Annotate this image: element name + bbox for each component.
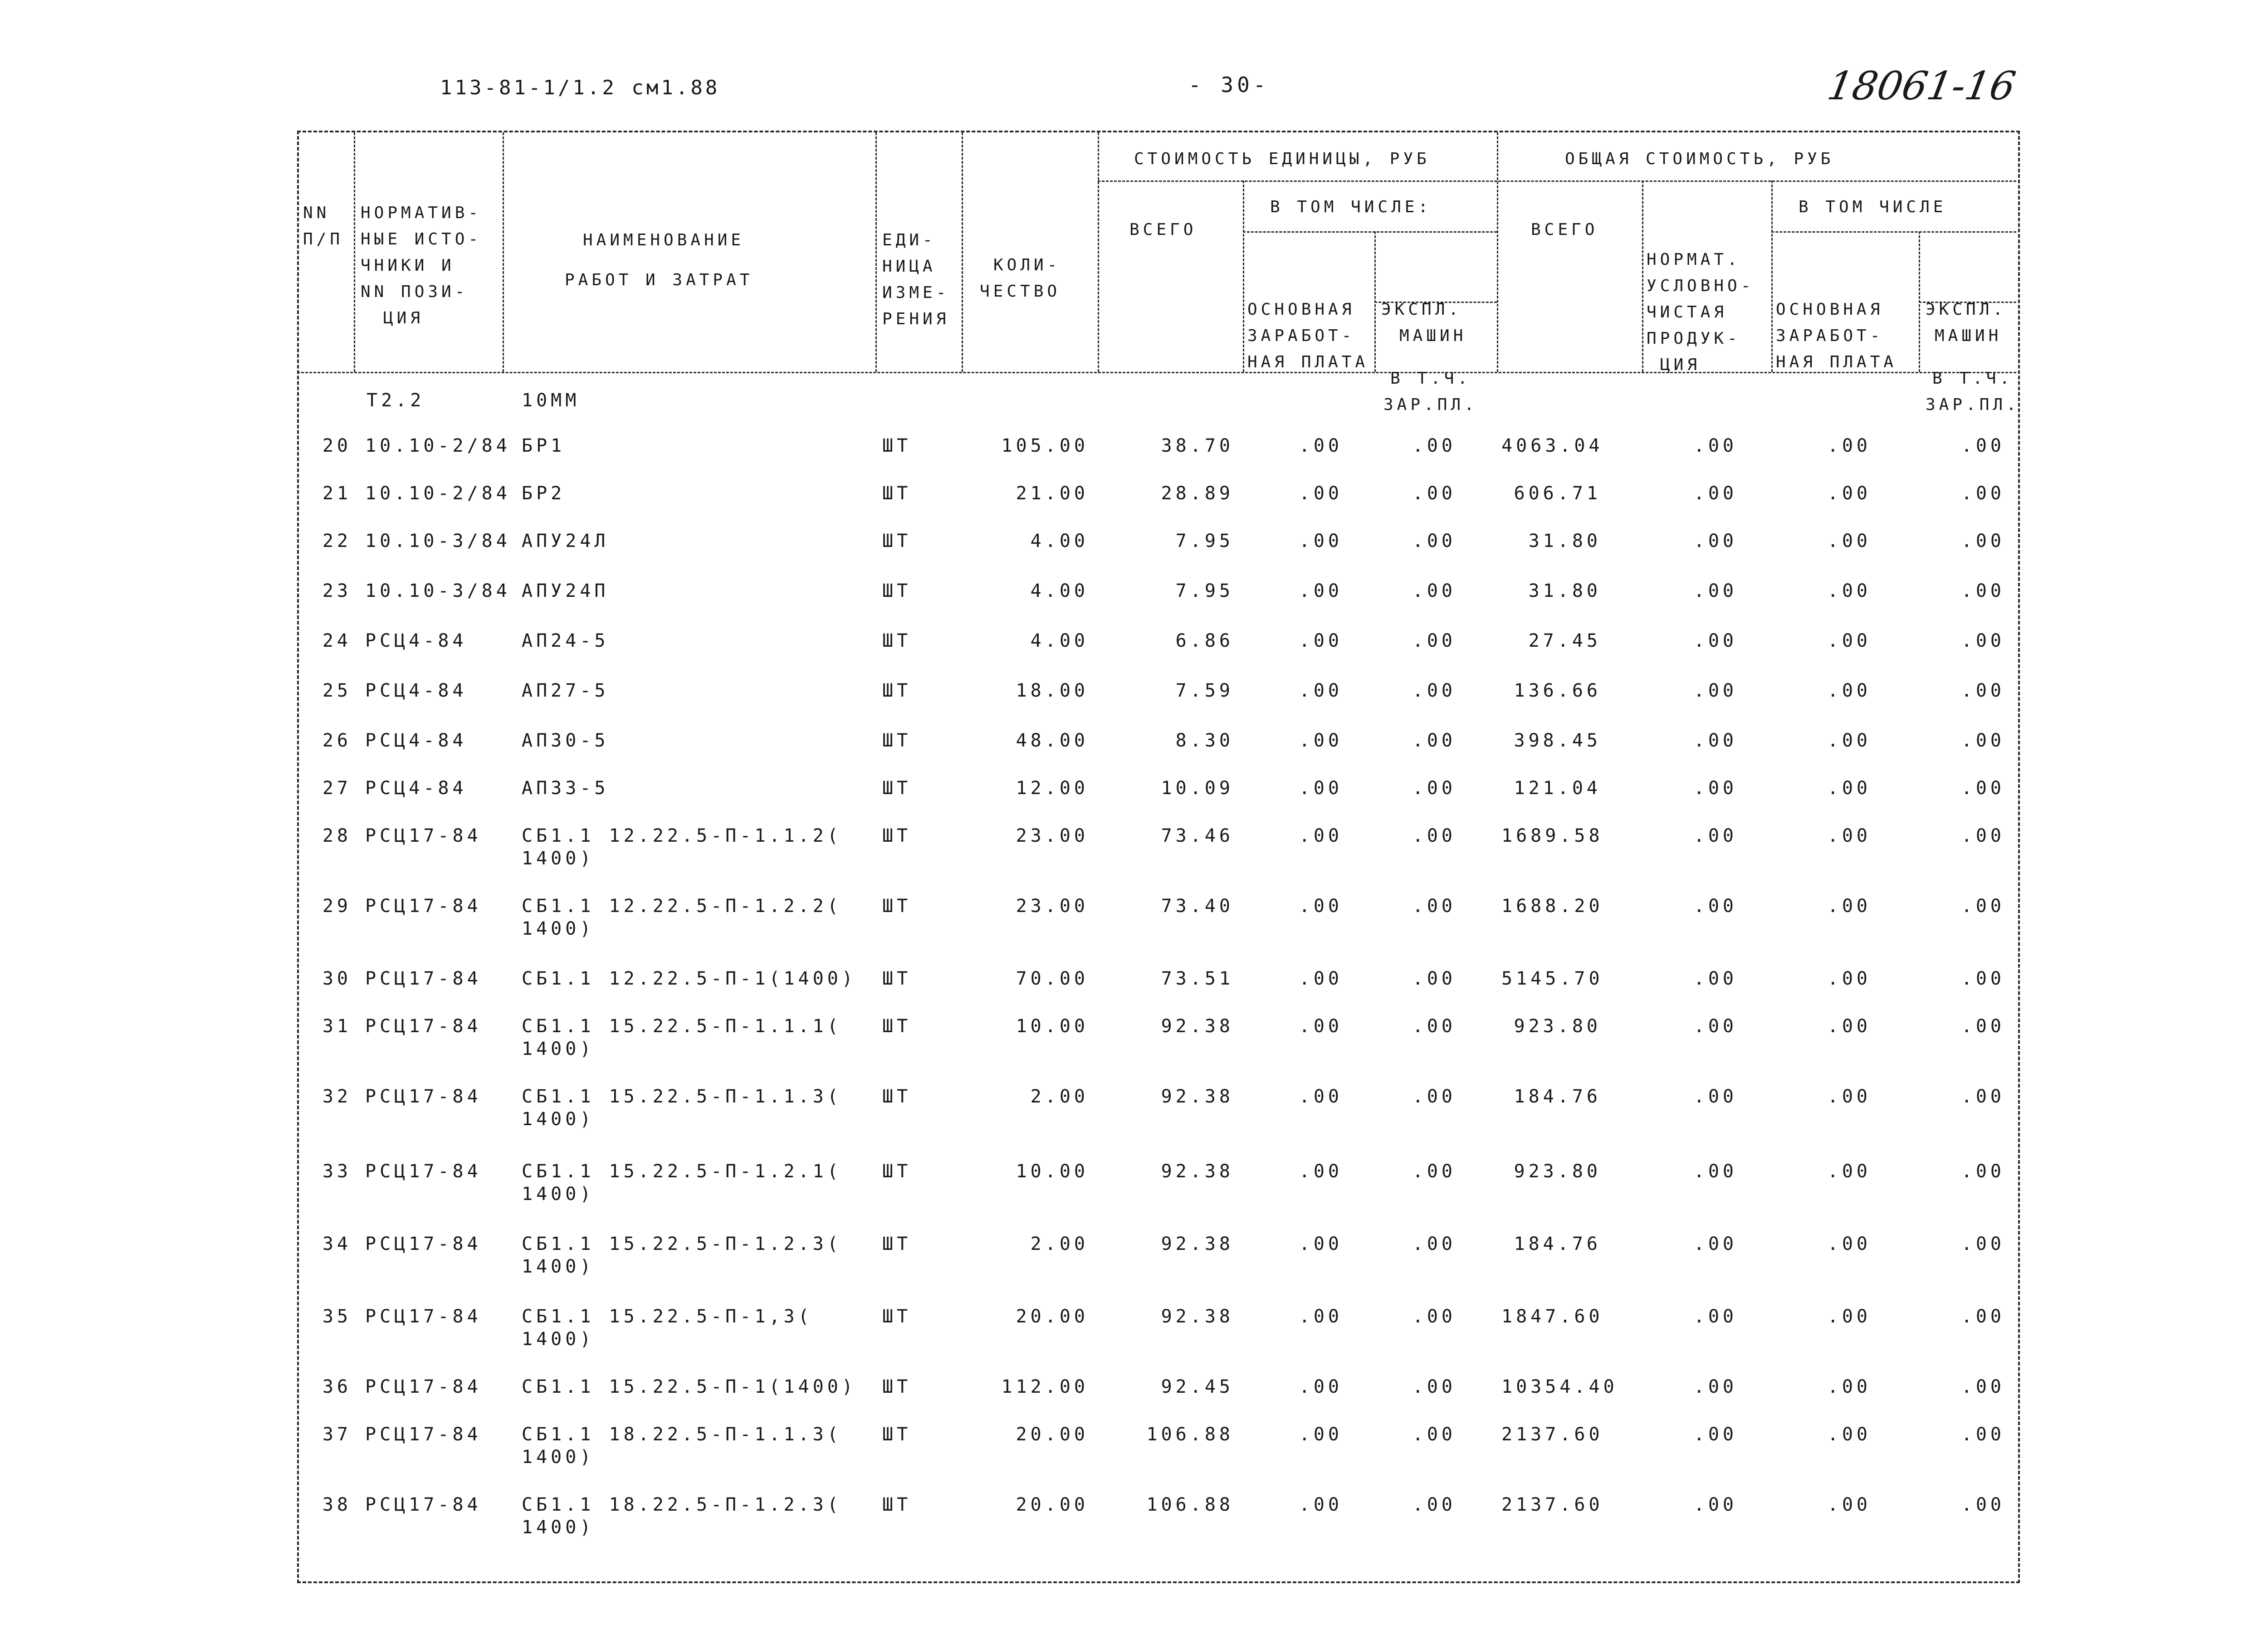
row-net-product: .00: [1693, 1016, 1737, 1037]
header-unit-incl-wage: В Т.Ч. ЗАР.ПЛ.: [1383, 369, 1478, 414]
row-number: 37: [322, 1424, 352, 1445]
table-row: [0, 435, 2268, 490]
row-total: 121.04: [1514, 778, 1601, 799]
col-sep-9: [1642, 180, 1643, 372]
row-total: 606.71: [1514, 483, 1601, 504]
row-unit-wage: .00: [1299, 1306, 1343, 1327]
row-number: 20: [322, 435, 352, 456]
row-net-product: .00: [1693, 435, 1737, 456]
row-base-wage: .00: [1827, 630, 1871, 651]
col-sep-11: [1919, 231, 1920, 372]
row-net-product: .00: [1693, 896, 1737, 917]
row-machines: .00: [1961, 825, 2005, 846]
header-unit-incl: В ТОМ ЧИСЛЕ:: [1270, 198, 1432, 216]
row-net-product: .00: [1693, 630, 1737, 651]
row-name: АПУ24Л: [522, 531, 609, 551]
header-total-incl-wage: В Т.Ч. ЗАР.ПЛ.: [1926, 369, 2020, 414]
row-name-continuation: 1400): [522, 1329, 595, 1350]
row-base-wage: .00: [1827, 825, 1871, 846]
table-row: [0, 531, 2268, 585]
row-total: 136.66: [1514, 680, 1601, 701]
row-base-wage: .00: [1827, 1494, 1871, 1515]
row-unit-total: 8.30: [1175, 730, 1234, 751]
row-machines: .00: [1961, 1306, 2005, 1327]
header-unit-total: ВСЕГО: [1129, 220, 1197, 239]
row-net-product: .00: [1693, 778, 1737, 799]
row-machines: .00: [1961, 968, 2005, 989]
row-unit-wage: .00: [1299, 1424, 1343, 1445]
row-base-wage: .00: [1827, 1306, 1871, 1327]
row-name-continuation: 1400): [522, 1517, 595, 1538]
row-number: 30: [322, 968, 352, 989]
row-unit-machines: .00: [1412, 630, 1456, 651]
row-name-continuation: 1400): [522, 1109, 595, 1130]
row-unit-machines: .00: [1412, 896, 1456, 917]
table-row: [0, 825, 2268, 880]
row-unit-total: 73.46: [1161, 825, 1234, 846]
header-unit-cost-title: СТОИМОСТЬ ЕДИНИЦЫ, РУБ: [1134, 150, 1430, 168]
row-unit-wage: .00: [1299, 1086, 1343, 1107]
row-total: 923.80: [1514, 1161, 1601, 1182]
row-base-wage: .00: [1827, 1234, 1871, 1254]
row-net-product: .00: [1693, 1424, 1737, 1445]
row-unit-machines: .00: [1412, 1376, 1456, 1397]
col-sep-2: [503, 132, 504, 372]
table-row: [0, 1016, 2268, 1070]
row-net-product: .00: [1693, 580, 1737, 601]
row-number: 31: [322, 1016, 352, 1037]
row-unit-machines: .00: [1412, 1494, 1456, 1515]
row-quantity: 20.00: [1016, 1424, 1089, 1445]
row-unit: ШТ: [882, 1234, 912, 1254]
row-quantity: 10.00: [1016, 1161, 1089, 1182]
row-norm-source: РСЦ17-84: [365, 1086, 482, 1107]
col-sep-5: [1098, 132, 1099, 372]
row-name: СБ1.1 12.22.5-П-1.1.2(: [522, 825, 842, 846]
row-unit-total: 73.40: [1161, 896, 1234, 917]
table-row: [0, 968, 2268, 1023]
row-quantity: 20.00: [1016, 1494, 1089, 1515]
row-base-wage: .00: [1827, 483, 1871, 504]
row-unit-machines: .00: [1412, 483, 1456, 504]
row-unit: ШТ: [882, 483, 912, 504]
header-unit-machines: ЭКСПЛ. МАШИН: [1381, 300, 1467, 345]
row-unit-wage: .00: [1299, 778, 1343, 799]
row-net-product: .00: [1693, 1161, 1737, 1182]
row-unit-machines: .00: [1412, 1086, 1456, 1107]
row-base-wage: .00: [1827, 778, 1871, 799]
col-sep-6: [1243, 180, 1244, 372]
document-code: 113-81-1/1.2 см1.88: [440, 76, 720, 99]
row-machines: .00: [1961, 680, 2005, 701]
row-net-product: .00: [1693, 825, 1737, 846]
row-base-wage: .00: [1827, 1086, 1871, 1107]
row-unit: ШТ: [882, 778, 912, 799]
row-unit-wage: .00: [1299, 580, 1343, 601]
col-sep-10: [1771, 180, 1773, 372]
row-unit: ШТ: [882, 1086, 912, 1107]
row-unit-machines: .00: [1412, 1306, 1456, 1327]
header-name: НАИМЕНОВАНИЕ РАБОТ И ЗАТРАТ: [565, 231, 753, 289]
row-number: 29: [322, 896, 352, 917]
row-unit-total: 106.88: [1146, 1494, 1234, 1515]
row-unit-machines: .00: [1412, 680, 1456, 701]
total-incl-line: [1771, 231, 2016, 233]
row-quantity: 20.00: [1016, 1306, 1089, 1327]
header-unit: ЕДИ- НИЦА ИЗМЕ- РЕНИЯ: [882, 231, 950, 328]
row-quantity: 4.00: [1030, 630, 1089, 651]
row-unit-total: 106.88: [1146, 1424, 1234, 1445]
row-quantity: 112.00: [1001, 1376, 1089, 1397]
row-quantity: 105.00: [1001, 435, 1089, 456]
row-name: СБ1.1 15.22.5-П-1.2.1(: [522, 1161, 842, 1182]
row-norm-source: РСЦ17-84: [365, 968, 482, 989]
col-sep-3: [875, 132, 877, 372]
row-unit-wage: .00: [1299, 825, 1343, 846]
unit-incl-line: [1243, 231, 1497, 233]
row-machines: .00: [1961, 580, 2005, 601]
header-total-total: ВСЕГО: [1531, 220, 1598, 239]
row-number: 24: [322, 630, 352, 651]
row-quantity: 18.00: [1016, 680, 1089, 701]
row-unit-wage: .00: [1299, 968, 1343, 989]
table-row: [0, 483, 2268, 537]
row-name: АП27-5: [522, 680, 609, 701]
header-total-base-wage: ОСНОВНАЯ ЗАРАБОТ- НАЯ ПЛАТА: [1776, 300, 1897, 371]
row-net-product: .00: [1693, 730, 1737, 751]
row-total: 2137.60: [1501, 1424, 1603, 1445]
row-machines: .00: [1961, 1161, 2005, 1182]
row-name: СБ1.1 15.22.5-П-1.2.3(: [522, 1234, 842, 1254]
row-net-product: .00: [1693, 531, 1737, 551]
row-norm-source: РСЦ17-84: [365, 1376, 482, 1397]
row-unit-machines: .00: [1412, 968, 1456, 989]
row-base-wage: .00: [1827, 531, 1871, 551]
row-total: 5145.70: [1501, 968, 1603, 989]
row-base-wage: .00: [1827, 1424, 1871, 1445]
row-norm-source: 10.10-2/84: [365, 435, 511, 456]
row-base-wage: .00: [1827, 435, 1871, 456]
row-base-wage: .00: [1827, 1016, 1871, 1037]
row-machines: .00: [1961, 778, 2005, 799]
col-sep-7: [1374, 231, 1376, 372]
row-machines: .00: [1961, 435, 2005, 456]
row-norm-source: РСЦ4-84: [365, 730, 467, 751]
row-machines: .00: [1961, 1376, 2005, 1397]
row-net-product: .00: [1693, 1306, 1737, 1327]
row-unit-total: 28.89: [1161, 483, 1234, 504]
row-total: 27.45: [1528, 630, 1601, 651]
row-base-wage: .00: [1827, 680, 1871, 701]
row-unit: ШТ: [882, 680, 912, 701]
table-row: [0, 1086, 2268, 1141]
row-number: 36: [322, 1376, 352, 1397]
row-unit: ШТ: [882, 531, 912, 551]
row-machines: .00: [1961, 896, 2005, 917]
row-machines: .00: [1961, 1016, 2005, 1037]
row-machines: .00: [1961, 1086, 2005, 1107]
row-base-wage: .00: [1827, 896, 1871, 917]
row-total: 31.80: [1528, 531, 1601, 551]
col-sep-4: [962, 132, 963, 372]
row-name-continuation: 1400): [522, 848, 595, 869]
row-net-product: .00: [1693, 1494, 1737, 1515]
row-unit: ШТ: [882, 825, 912, 846]
row-unit-machines: .00: [1412, 580, 1456, 601]
row-number: 33: [322, 1161, 352, 1182]
row-quantity: 23.00: [1016, 896, 1089, 917]
row-norm-source: РСЦ4-84: [365, 680, 467, 701]
row-norm-source: РСЦ4-84: [365, 630, 467, 651]
row-number: 21: [322, 483, 352, 504]
section-code: Т2.2: [367, 390, 425, 411]
row-norm-source: РСЦ17-84: [365, 1234, 482, 1254]
header-total-incl: В ТОМ ЧИСЛЕ: [1799, 198, 1947, 216]
row-total: 1688.20: [1501, 896, 1603, 917]
row-name-continuation: 1400): [522, 1256, 595, 1277]
row-unit: ШТ: [882, 730, 912, 751]
row-unit-wage: .00: [1299, 1016, 1343, 1037]
row-name-continuation: 1400): [522, 1447, 595, 1468]
row-quantity: 21.00: [1016, 483, 1089, 504]
row-unit-total: 10.09: [1161, 778, 1234, 799]
table-row: [0, 1234, 2268, 1288]
row-name-continuation: 1400): [522, 1039, 595, 1059]
row-number: 27: [322, 778, 352, 799]
row-base-wage: .00: [1827, 1161, 1871, 1182]
row-unit-wage: .00: [1299, 630, 1343, 651]
row-net-product: .00: [1693, 1234, 1737, 1254]
table-row: [0, 1424, 2268, 1478]
row-quantity: 4.00: [1030, 580, 1089, 601]
row-total: 1847.60: [1501, 1306, 1603, 1327]
row-unit: ШТ: [882, 968, 912, 989]
table-row: [0, 630, 2268, 685]
row-norm-source: РСЦ17-84: [365, 1424, 482, 1445]
row-number: 28: [322, 825, 352, 846]
row-name-continuation: 1400): [522, 1184, 595, 1205]
header-nn: NN П/П: [303, 204, 344, 249]
row-unit: ШТ: [882, 1376, 912, 1397]
row-number: 22: [322, 531, 352, 551]
row-unit-wage: .00: [1299, 730, 1343, 751]
row-machines: .00: [1961, 1494, 2005, 1515]
row-norm-source: РСЦ4-84: [365, 778, 467, 799]
row-quantity: 10.00: [1016, 1016, 1089, 1037]
row-quantity: 2.00: [1030, 1234, 1089, 1254]
header-quantity: КОЛИ- ЧЕСТВО: [980, 256, 1061, 301]
row-machines: .00: [1961, 730, 2005, 751]
row-unit-wage: .00: [1299, 1494, 1343, 1515]
row-quantity: 4.00: [1030, 531, 1089, 551]
row-quantity: 23.00: [1016, 825, 1089, 846]
row-unit-total: 7.59: [1175, 680, 1234, 701]
row-unit: ШТ: [882, 580, 912, 601]
row-base-wage: .00: [1827, 1376, 1871, 1397]
row-unit-wage: .00: [1299, 483, 1343, 504]
table-row: [0, 1494, 2268, 1549]
row-unit-wage: .00: [1299, 1234, 1343, 1254]
row-name: СБ1.1 12.22.5-П-1(1400): [522, 968, 856, 989]
row-name: СБ1.1 18.22.5-П-1.2.3(: [522, 1494, 842, 1515]
row-unit-machines: .00: [1412, 825, 1456, 846]
row-number: 26: [322, 730, 352, 751]
row-name: СБ1.1 15.22.5-П-1,3(: [522, 1306, 813, 1327]
row-unit-wage: .00: [1299, 531, 1343, 551]
row-unit-wage: .00: [1299, 1376, 1343, 1397]
row-number: 25: [322, 680, 352, 701]
row-quantity: 48.00: [1016, 730, 1089, 751]
row-unit-total: 7.95: [1175, 580, 1234, 601]
row-quantity: 2.00: [1030, 1086, 1089, 1107]
header-norm-source: НОРМАТИВ- НЫЕ ИСТО- ЧНИКИ И NN ПОЗИ- ЦИЯ: [361, 204, 482, 327]
row-unit-machines: .00: [1412, 1234, 1456, 1254]
row-name: СБ1.1 15.22.5-П-1.1.3(: [522, 1086, 842, 1107]
header-norm-net: НОРМАТ. УСЛОВНО- ЧИСТАЯ ПРОДУК- ЦИЯ: [1647, 250, 1755, 374]
row-name-continuation: 1400): [522, 918, 595, 939]
row-number: 34: [322, 1234, 352, 1254]
header-unit-base-wage: ОСНОВНАЯ ЗАРАБОТ- НАЯ ПЛАТА: [1247, 300, 1369, 371]
table-row: [0, 1376, 2268, 1431]
row-total: 398.45: [1514, 730, 1601, 751]
row-unit: ШТ: [882, 1306, 912, 1327]
table-row: [0, 730, 2268, 785]
table-row: [0, 580, 2268, 635]
row-number: 38: [322, 1494, 352, 1515]
row-unit-total: 92.38: [1161, 1161, 1234, 1182]
row-number: 23: [322, 580, 352, 601]
row-unit: ШТ: [882, 435, 912, 456]
row-unit-wage: .00: [1299, 680, 1343, 701]
row-quantity: 12.00: [1016, 778, 1089, 799]
row-name: СБ1.1 15.22.5-П-1(1400): [522, 1376, 856, 1397]
table-row: [0, 778, 2268, 832]
row-unit-total: 92.38: [1161, 1234, 1234, 1254]
row-unit-machines: .00: [1412, 1016, 1456, 1037]
table-row: [0, 680, 2268, 735]
row-total: 31.80: [1528, 580, 1601, 601]
row-total: 4063.04: [1501, 435, 1603, 456]
row-unit-total: 38.70: [1161, 435, 1234, 456]
table-row: [0, 896, 2268, 950]
row-total: 2137.60: [1501, 1494, 1603, 1515]
inventory-number: 18061-16: [1824, 63, 2019, 109]
row-base-wage: .00: [1827, 580, 1871, 601]
row-net-product: .00: [1693, 680, 1737, 701]
row-total: 923.80: [1514, 1016, 1601, 1037]
table-row: [0, 1306, 2268, 1361]
row-unit-machines: .00: [1412, 531, 1456, 551]
row-total: 184.76: [1514, 1086, 1601, 1107]
row-machines: .00: [1961, 1424, 2005, 1445]
row-unit-machines: .00: [1412, 730, 1456, 751]
row-unit-machines: .00: [1412, 435, 1456, 456]
table-row: [0, 1161, 2268, 1215]
row-unit-machines: .00: [1412, 1424, 1456, 1445]
row-unit: ШТ: [882, 1016, 912, 1037]
cost-group-line: [1098, 180, 2016, 182]
row-net-product: .00: [1693, 1376, 1737, 1397]
row-total: 184.76: [1514, 1234, 1601, 1254]
row-name: БР1: [522, 435, 566, 456]
row-name: СБ1.1 18.22.5-П-1.1.3(: [522, 1424, 842, 1445]
row-unit: ШТ: [882, 1494, 912, 1515]
row-machines: .00: [1961, 1234, 2005, 1254]
row-unit-wage: .00: [1299, 1161, 1343, 1182]
header-bottom-line: [297, 372, 2016, 373]
row-name: АП33-5: [522, 778, 609, 799]
row-unit-wage: .00: [1299, 435, 1343, 456]
row-norm-source: РСЦ17-84: [365, 1494, 482, 1515]
row-unit-total: 92.38: [1161, 1306, 1234, 1327]
row-number: 35: [322, 1306, 352, 1327]
row-unit: ШТ: [882, 1161, 912, 1182]
row-norm-source: 10.10-3/84: [365, 580, 511, 601]
header-total-machines: ЭКСПЛ. МАШИН: [1926, 300, 2007, 345]
row-net-product: .00: [1693, 483, 1737, 504]
row-unit: ШТ: [882, 1424, 912, 1445]
row-unit-machines: .00: [1412, 778, 1456, 799]
row-name: АПУ24П: [522, 580, 609, 601]
row-net-product: .00: [1693, 1086, 1737, 1107]
row-norm-source: РСЦ17-84: [365, 896, 482, 917]
row-unit: ШТ: [882, 896, 912, 917]
row-total: 10354.40: [1501, 1376, 1618, 1397]
row-base-wage: .00: [1827, 968, 1871, 989]
section-name: 10ММ: [522, 390, 580, 411]
page-number: - 30-: [1188, 73, 1270, 97]
row-norm-source: РСЦ17-84: [365, 1016, 482, 1037]
row-net-product: .00: [1693, 968, 1737, 989]
row-number: 32: [322, 1086, 352, 1107]
row-total: 1689.58: [1501, 825, 1603, 846]
row-name: АП24-5: [522, 630, 609, 651]
row-machines: .00: [1961, 630, 2005, 651]
row-name: СБ1.1 15.22.5-П-1.1.1(: [522, 1016, 842, 1037]
row-norm-source: РСЦ17-84: [365, 1161, 482, 1182]
header-total-cost-title: ОБЩАЯ СТОИМОСТЬ, РУБ: [1565, 150, 1834, 168]
row-unit-total: 92.38: [1161, 1086, 1234, 1107]
row-unit-total: 6.86: [1175, 630, 1234, 651]
row-norm-source: 10.10-2/84: [365, 483, 511, 504]
row-name: БР2: [522, 483, 566, 504]
col-sep-8: [1497, 132, 1498, 372]
row-base-wage: .00: [1827, 730, 1871, 751]
row-unit-total: 92.45: [1161, 1376, 1234, 1397]
row-machines: .00: [1961, 531, 2005, 551]
row-name: СБ1.1 12.22.5-П-1.2.2(: [522, 896, 842, 917]
row-machines: .00: [1961, 483, 2005, 504]
row-unit-total: 92.38: [1161, 1016, 1234, 1037]
row-norm-source: 10.10-3/84: [365, 531, 511, 551]
row-unit: ШТ: [882, 630, 912, 651]
row-unit-machines: .00: [1412, 1161, 1456, 1182]
row-name: АП30-5: [522, 730, 609, 751]
row-norm-source: РСЦ17-84: [365, 825, 482, 846]
row-quantity: 70.00: [1016, 968, 1089, 989]
row-unit-total: 73.51: [1161, 968, 1234, 989]
row-norm-source: РСЦ17-84: [365, 1306, 482, 1327]
row-unit-wage: .00: [1299, 896, 1343, 917]
row-unit-total: 7.95: [1175, 531, 1234, 551]
